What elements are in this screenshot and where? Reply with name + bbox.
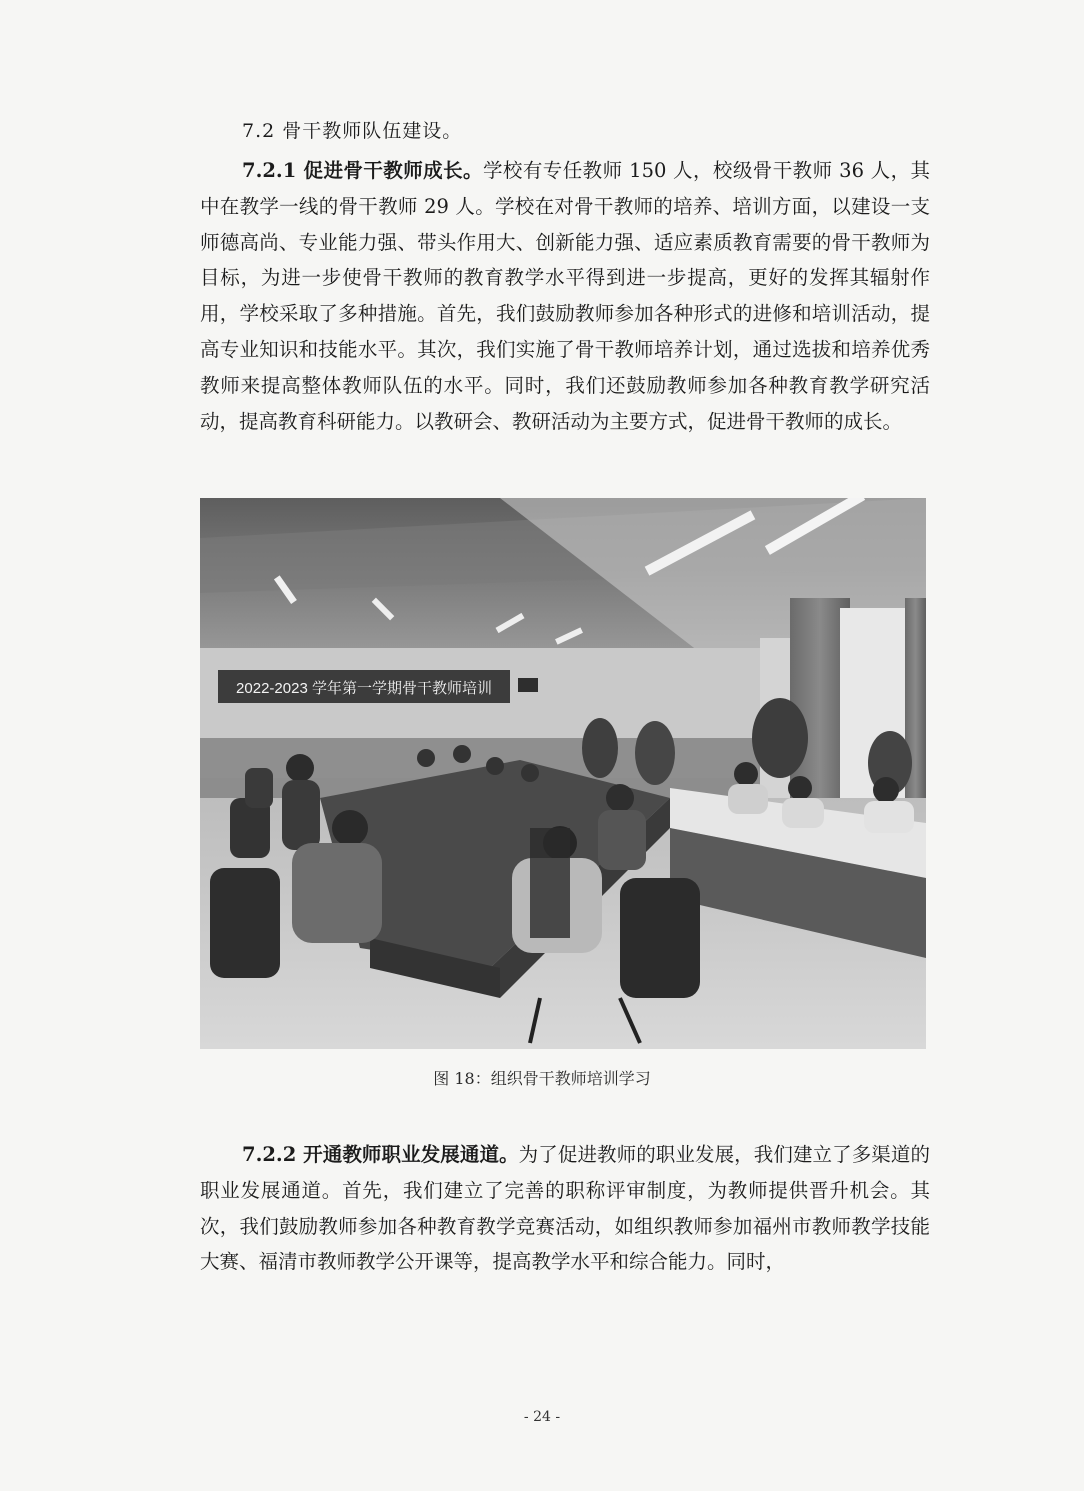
paragraph-body: 为了促进教师的职业发展，我们建立了多渠道的职业发展通道。首先，我们建立了完善的职称评审制度，为教师提供晋升机会。其次，我们鼓励教师参加各种教育教学竞赛活动，如组织教师参加福州市教师教学技能大赛、福清市教师教学公开课等，提高教学水平和综合能力。同时，: [200, 1143, 930, 1274]
paragraph-lead: 7.2.1 促进骨干教师成长。: [242, 159, 483, 182]
photo-caption: 图 18：组织骨干教师培训学习: [433, 1069, 651, 1088]
paragraph-7-2-1: [200, 153, 930, 439]
paragraph-lead: 7.2.2 开通教师职业发展通道。: [242, 1143, 519, 1166]
training-photo: [200, 498, 926, 1049]
banner-text: 2022-2023 学年第一学期骨干教师培训: [236, 680, 492, 697]
page-number: - 24 -: [523, 1409, 561, 1425]
paragraph-7-2-2: [200, 1137, 930, 1280]
section-heading: 7.2 骨干教师队伍建设。: [242, 120, 463, 142]
paragraph-body: 学校有专任教师 150 人，校级骨干教师 36 人，其中在教学一线的骨干教师 29 人。学校在对骨干教师的培养、培训方面，以建设一支师德高尚、专业能力强、带头作用大、创新能力强、适应素质教育需要的骨干教师为目标，为进一步使骨干教师的教育教学水平得到进一步提高，更好的发挥其辐射作用，学校采取了多种措施。首先，我们鼓励教师参加各种形式的进修和培训活动，提高专业知识和技能水平。其次，我们实施了骨干教师培养计划，通过选拔和培养优秀教师来提高整体教师队伍的水平。同时，我们还鼓励教师参加各种教育教学研究活动，提高教育科研能力。以教研会、教研活动为主要方式，促进骨干教师的成长。: [200, 159, 931, 433]
